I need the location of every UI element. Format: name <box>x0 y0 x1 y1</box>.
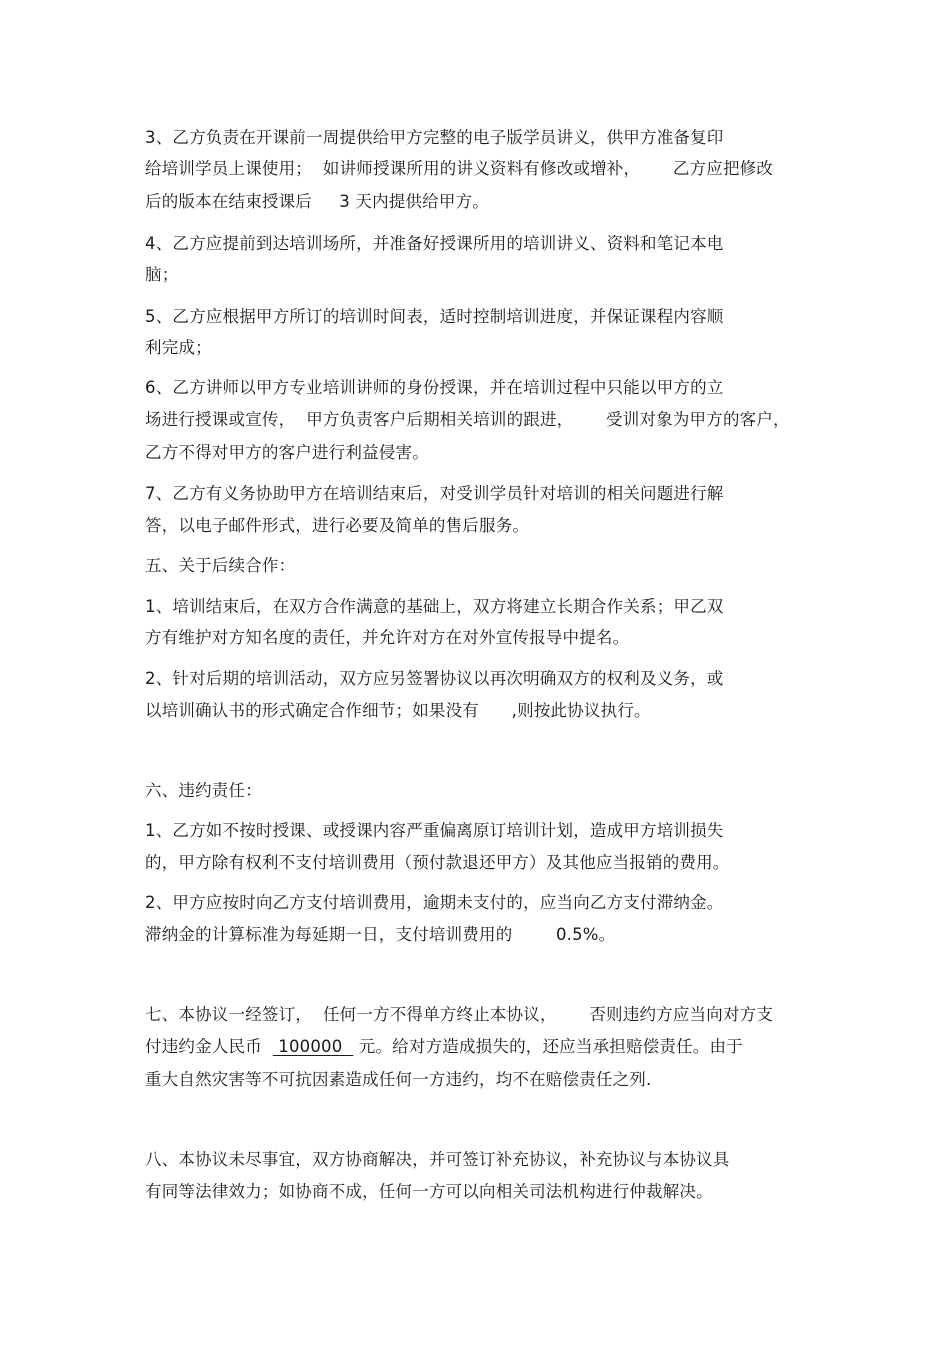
section-8-line-2: 有同等法律效力；如协商不成，任何一方可以向相关司法机构进行仲裁解决。 <box>145 1182 713 1201</box>
clause-3-line-1: 3、乙方负责在开课前一周提供给甲方完整的电子版学员讲义，供甲方准备复印 <box>145 128 724 147</box>
clause-5-line-2: 利完成； <box>145 338 212 357</box>
section-6-heading: 六、违约责任： <box>145 781 262 800</box>
section-7-line-2-prefix: 付违约金人民币 <box>145 1037 273 1056</box>
clause-6-line-1: 6、乙方讲师以甲方专业培训讲师的身份授课，并在培训过程中只能以甲方的立 <box>145 378 724 397</box>
section-5-clause-2-line-1: 2、针对后期的培训活动，双方应另签署协议以再次明确双方的权利及义务，或 <box>145 669 724 688</box>
clause-6-line-3: 乙方不得对甲方的客户进行利益侵害。 <box>145 443 429 462</box>
clause-7-line-2: 答，以电子邮件形式，进行必要及简单的售后服务。 <box>145 516 530 535</box>
section-7-line-2-suffix: 元。给对方造成损失的，还应当承担赔偿责任。由于 <box>353 1037 743 1056</box>
section-6-clause-2-line-1: 2、甲方应按时向乙方支付培训费用，逾期未支付的，应当向乙方支付滞纳金。 <box>145 893 724 912</box>
section-7-line-2 <box>145 1036 743 1058</box>
section-6-clause-2-line-2: 滞纳金的计算标准为每延期一日，支付培训费用的 0.5%。 <box>145 925 616 944</box>
clause-4-line-2: 脑； <box>145 265 179 284</box>
section-7-line-3: 重大自然灾害等不可抗因素造成任何一方违约，均不在赔偿责任之列. <box>145 1070 652 1089</box>
section-5-clause-1-line-1: 1、培训结束后，在双方合作满意的基础上，双方将建立长期合作关系；甲乙双 <box>145 597 724 616</box>
section-5-heading: 五、关于后续合作： <box>145 556 296 575</box>
section-7-line-1: 七、本协议一经签订， 任何一方不得单方终止本协议， 否则违约方应当向对方支 <box>145 1005 774 1024</box>
clause-3-line-3: 后的版本在结束授课后 3 天内提供给甲方。 <box>145 192 489 211</box>
clause-6-line-2: 场进行授课或宣传， 甲方负责客户后期相关培训的跟进， 受训对象为甲方的客户， <box>145 410 790 429</box>
section-5-clause-1-line-2: 方有维护对方知名度的责任，并允许对方在对外宣传报导中提名。 <box>145 628 630 647</box>
section-6-clause-1-line-1: 1、乙方如不按时授课、或授课内容严重偏离原订培训计划，造成甲方培训损失 <box>145 821 724 840</box>
section-8-line-1: 八、本协议未尽事宜，双方协商解决，并可签订补充协议，补充协议与本协议具 <box>145 1150 730 1169</box>
clause-3-line-2: 给培训学员上课使用； 如讲师授课所用的讲义资料有修改或增补， 乙方应把修改 <box>145 159 774 178</box>
section-5-clause-2-line-2: 以培训确认书的形式确定合作细节；如果没有 ,则按此协议执行。 <box>145 701 651 720</box>
clause-5-line-1: 5、乙方应根据甲方所订的培训时间表，适时控制培训进度，并保证课程内容顺 <box>145 307 724 326</box>
clause-4-line-1: 4、乙方应提前到达培训场所，并准备好授课所用的培训讲义、资料和笔记本电 <box>145 234 724 253</box>
section-6-clause-1-line-2: 的，甲方除有权利不支付培训费用（预付款退还甲方）及其他应当报销的费用。 <box>145 853 730 872</box>
penalty-amount: 100000 <box>272 1037 354 1056</box>
clause-7-line-1: 7、乙方有义务协助甲方在培训结束后，对受训学员针对培训的相关问题进行解 <box>145 484 724 503</box>
